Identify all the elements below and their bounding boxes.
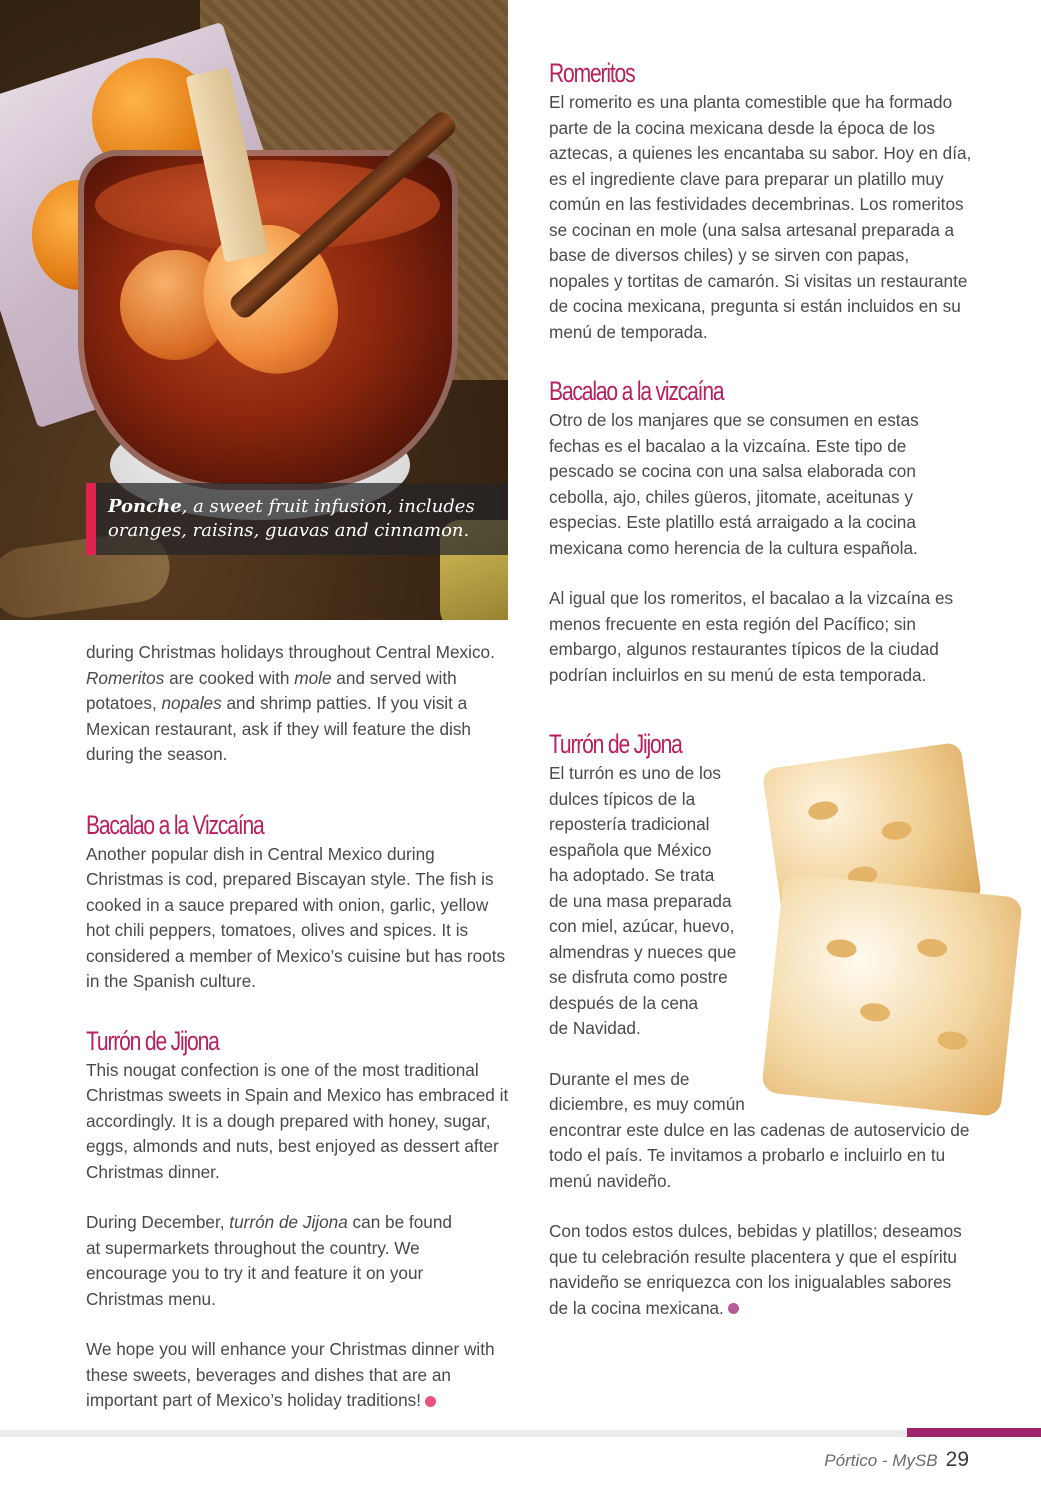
footer-rule	[0, 1430, 907, 1437]
almond	[881, 820, 913, 842]
text-line: con miel, azúcar, huevo,	[549, 916, 735, 936]
closing-english-paragraph	[86, 1337, 511, 1414]
text-run: Con todos estos dulces, bebidas y platillos; deseamos que tu celebración resulte placentera y que el espíritu navideño se enriquezca con los inigualables sabores de la cocina mexicana.	[549, 1221, 962, 1318]
text-run: and shrimp patties. If you visit a Mexican restaurant, ask if they will feature the dish during the season.	[86, 693, 471, 764]
caption-bold: Ponche	[108, 496, 182, 517]
page-number: 29	[945, 1448, 969, 1471]
heading-turron-spanish: Turrón de Jijona	[549, 729, 682, 759]
end-mark-icon	[728, 1303, 739, 1314]
text-run: We hope you will enhance your Christmas dinner with these sweets, beverages and dishes that are an important part of Mexico’s holiday traditions!	[86, 1339, 495, 1410]
almond	[859, 1002, 891, 1023]
almond	[937, 1030, 969, 1051]
footer-accent-bar	[907, 1428, 1041, 1437]
bacalao-spanish-paragraph: Otro de los manjares que se consumen en estas fechas es el bacalao a la vizcaína. Este tipo de pescado se cocina con una salsa elaborada con cebolla, ajo, chiles güeros, jitomate, aceitunas y especias. Este platillo está arraigado a la cocina mexicana como herencia de la cultura española.	[549, 410, 919, 558]
text-run-italic: nopales	[161, 693, 222, 713]
turron-english-paragraph: This nougat confection is one of the most traditional Christmas sweets in Spain and Mexico has embraced it accordingly. It is a dough prepared with honey, sugar, eggs, almonds and nuts, best enjoyed as dessert after Christmas dinner.	[86, 1059, 509, 1182]
turron-photo	[752, 735, 1041, 1125]
text-line: El turrón es uno de los	[549, 763, 721, 783]
bacalao-spanish-paragraph-2: Al igual que los romeritos, el bacalao a la vizcaína es menos frecuente en esta región del Pacífico; sin embargo, algunos restaurantes típicos de la ciudad podrían incluirlos en su menú de esta temporada.	[549, 588, 954, 685]
photo-caption	[86, 483, 508, 555]
text-line: de una masa preparada	[549, 890, 732, 911]
text-line: de Navidad.	[549, 1018, 641, 1038]
caption-text	[108, 495, 503, 543]
text-run-italic: mole	[294, 667, 332, 688]
right-column	[549, 56, 974, 1346]
heading-romeritos: Romeritos	[549, 58, 635, 88]
ponche-photo	[0, 0, 508, 620]
text-line: ha adoptado. Se trata	[549, 865, 715, 885]
text-line: española que México	[549, 839, 712, 860]
almond	[916, 937, 948, 958]
romeritos-english-paragraph	[86, 640, 511, 768]
publication-name: Pórtico - MySB	[824, 1451, 938, 1470]
text-line: Durante el mes de	[549, 1068, 690, 1089]
text-line: repostería tradicional	[549, 814, 710, 834]
text-run-italic: Romeritos	[86, 667, 165, 688]
text-line: diciembre, es muy común	[549, 1094, 745, 1114]
text-run: During December,	[86, 1212, 230, 1232]
closing-spanish-paragraph	[549, 1219, 974, 1321]
text-run: encontrar este dulce en las cadenas de autoservicio de todo el país. Te invitamos a probarlo e incluirlo en tu menú navideño.	[549, 1119, 970, 1191]
text-line: se disfruta como postre	[549, 967, 728, 987]
page-footer	[824, 1448, 969, 1472]
almond	[807, 800, 839, 822]
bacalao-english-paragraph: Another popular dish in Central Mexico during Christmas is cod, prepared Biscayan style. The fish is cooked in a sauce prepared with onion, garlic, yellow hot chili peppers, tomatoes, olives and spices. It is considered a member of Mexico’s cuisine but has roots in the Spanish culture.	[86, 843, 506, 991]
text-run-italic: turrón de Jijona	[229, 1212, 348, 1232]
text-line: dulces típicos de la	[549, 788, 696, 809]
heading-bacalao-english: Bacalao a la Vizcaína	[86, 809, 264, 840]
caption-rest: , a sweet fruit infusion, includes oranges, raisins, guavas and cinnamon.	[108, 496, 475, 541]
almond	[826, 938, 858, 959]
text-line: después de la cena	[549, 992, 699, 1013]
december-english-paragraph	[86, 1210, 471, 1312]
end-mark-icon	[425, 1396, 436, 1407]
text-run: are cooked with	[164, 667, 295, 688]
text-line: almendras y nueces que	[549, 941, 737, 962]
caption-accent-bar	[86, 483, 96, 555]
left-column	[86, 640, 511, 1439]
heading-bacalao-spanish: Bacalao a la vizcaína	[549, 376, 724, 406]
text-run: and served with potatoes,	[86, 667, 457, 713]
text-run: can be found at supermarkets throughout the country. We encourage you to try it and feature it on your Christmas menu.	[86, 1212, 452, 1309]
heading-turron-english: Turrón de Jijona	[86, 1025, 219, 1056]
text-run: during Christmas holidays throughout Central Mexico.	[86, 642, 495, 662]
nougat-piece	[761, 873, 1023, 1117]
romeritos-spanish-paragraph: El romerito es una planta comestible que ha formado parte de la cocina mexicana desde la época de los aztecas, a quienes les encantaba su sabor. Hoy en día, es el ingrediente clave para preparar un platillo muy común en las festividades decembrinas. Los romeritos se cocinan en mole (una salsa artesanal preparada a base de diversos chiles) y se sirven con papas, nopales y tortitas de camarón. Si visitas un restaurante de cocina mexicana, pregunta si están incluidos en su menú de temporada.	[549, 92, 972, 342]
